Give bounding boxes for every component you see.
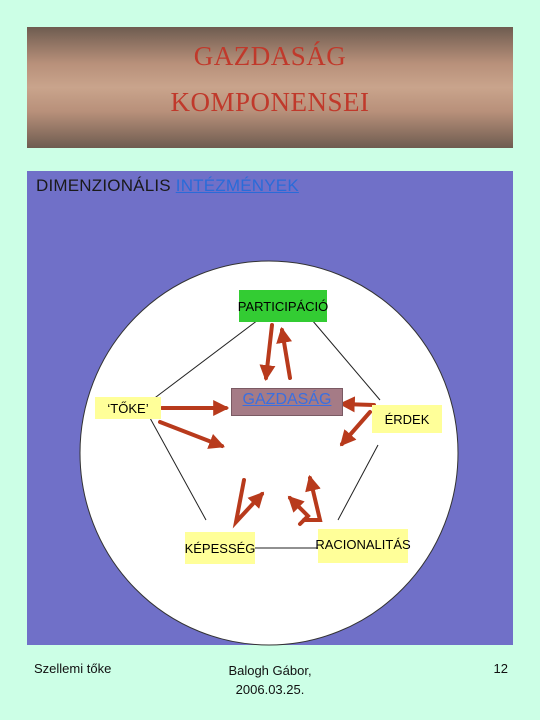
node-kepesseg: KÉPESSÉG (185, 532, 255, 564)
node-gazdasag: GAZDASÁG (231, 388, 343, 416)
node-racionalitas: RACIONALITÁS (318, 529, 408, 563)
node-participacio: PARTICIPÁCIÓ (239, 290, 327, 322)
title-line-2: KOMPONENSEI (170, 87, 370, 117)
node-erdek: ÉRDEK (372, 405, 442, 433)
heading-text: DIMENZIONÁLIS (36, 176, 176, 195)
footer-author: Balogh Gábor, (228, 663, 312, 678)
footer-left: Szellemi tőke (34, 661, 112, 676)
arrow (342, 404, 374, 405)
title-line-1: GAZDASÁG (193, 41, 347, 71)
page-number: 12 (493, 661, 508, 676)
heading-link[interactable]: INTÉZMÉNYEK (175, 176, 299, 195)
footer-center (200, 661, 340, 699)
node-toke: ‘TŐKE’ (95, 397, 161, 419)
footer-date: 2006.03.25. (235, 682, 305, 697)
